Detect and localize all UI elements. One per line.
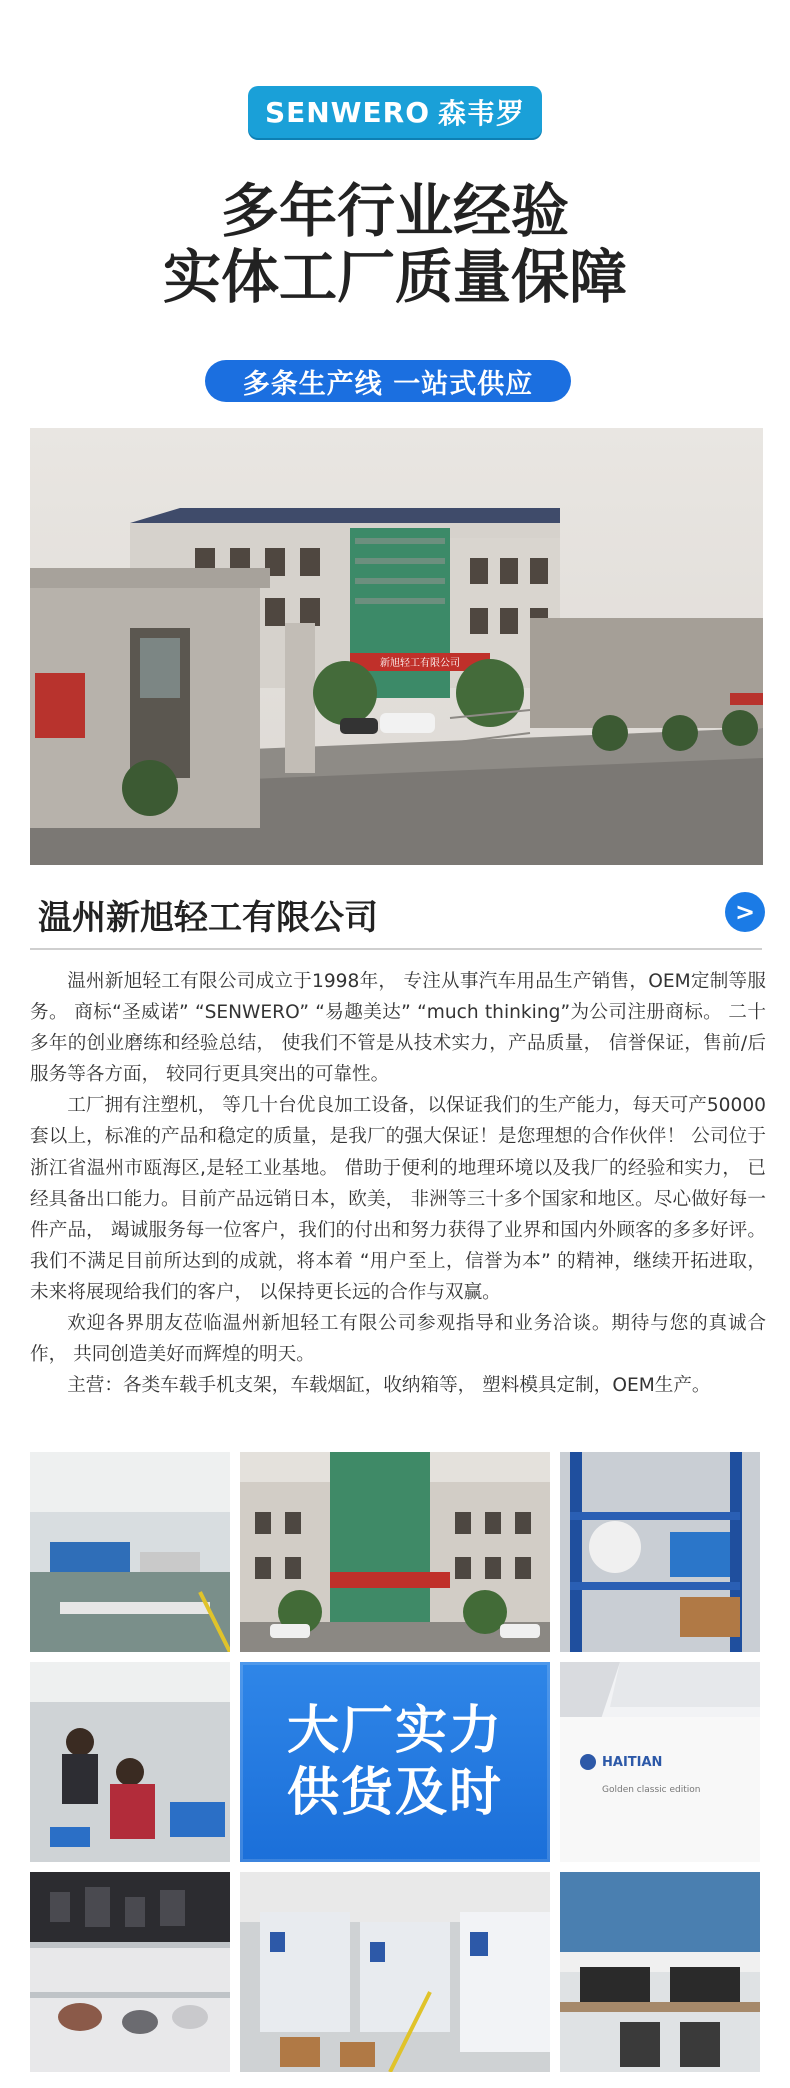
chevron-right-icon: > (734, 898, 756, 926)
warehouse-rack-photo (560, 1452, 760, 1652)
machine-brand-label: HAITIAN (602, 1755, 663, 1770)
injection-machines-photo (240, 1872, 550, 2072)
headline-line-2: 实体工厂质量保障 (162, 243, 627, 311)
machine-sub-label: Golden classic edition (602, 1785, 701, 1795)
promo-line-1: 大厂实力 (286, 1701, 503, 1761)
headline-line-1: 多年行业经验 (220, 177, 569, 245)
section-divider (30, 948, 762, 950)
promo-line-2: 供货及时 (286, 1763, 503, 1823)
next-arrow-button[interactable] (725, 892, 765, 932)
assembly-line-photo (30, 1452, 230, 1652)
intro-paragraph: 温州新旭轻工有限公司成立于1998年， 专注从事汽车用品生产销售，OEM定制等服务。 商标“圣威诺” “SENWERO” “易趣美达” “much thinking”为公司注册商标。 二十多年的创业磨练和经验总结， 使我们不管是从技术实力，产品质量， 信誉保证，售前/后服务等各方面， 较同行更具突出的可靠性。 (30, 971, 766, 1086)
machine-closeup-photo (560, 1662, 760, 1862)
company-intro (30, 966, 766, 1401)
intro-paragraph: 主营：各类车载手机支架，车载烟缸，收纳箱等， 塑料模具定制，OEM生产。 (67, 1375, 711, 1397)
promo-banner (240, 1662, 550, 1862)
brand-logo (248, 86, 542, 138)
workers-photo (30, 1662, 230, 1862)
faint-decorative-text (200, 325, 590, 339)
intro-paragraph: 工厂拥有注塑机， 等几十台优良加工设备，以保证我们的生产能力，每天可产50000套以上，标准的产品和稳定的质量，是我厂的强大保证！是您理想的合作伙伴！ 公司位于浙江省温州市瓯海区,是轻工业基地。 借助于便利的地理环境以及我厂的经验和实力， 已经具备出口能力。目前产品远销日本，欧美， 非洲等三十多个国家和地区。尽心做好每一件产品， 竭诚服务每一位客户，我们的付出和努力获得了业界和国内外顾客的多多好评。我们不满足目前所达到的成就，将本着 “用户至上，信誉为本” 的精神，继续开拓进取，未来将展现给我们的客户， 以保持更长远的合作与双赢。 (30, 1095, 766, 1303)
product-display-photo (30, 1872, 230, 2072)
slogan-pill: 多条生产线 一站式供应 (205, 360, 571, 402)
intro-paragraph: 欢迎各界朋友莅临温州新旭轻工有限公司参观指导和业务洽谈。期待与您的真诚合作， 共同创造美好而辉煌的明天。 (30, 1313, 766, 1366)
factory-photo (30, 428, 763, 865)
building-sign: 新旭轻工有限公司 (380, 658, 460, 669)
company-name: 温州新旭轻工有限公司 (38, 898, 378, 938)
logo-latin-text: SENWERO (264, 95, 431, 129)
logo-cn-text: 森韦罗 (438, 97, 526, 130)
factory-building-photo (240, 1452, 550, 1652)
office-photo (560, 1872, 760, 2072)
